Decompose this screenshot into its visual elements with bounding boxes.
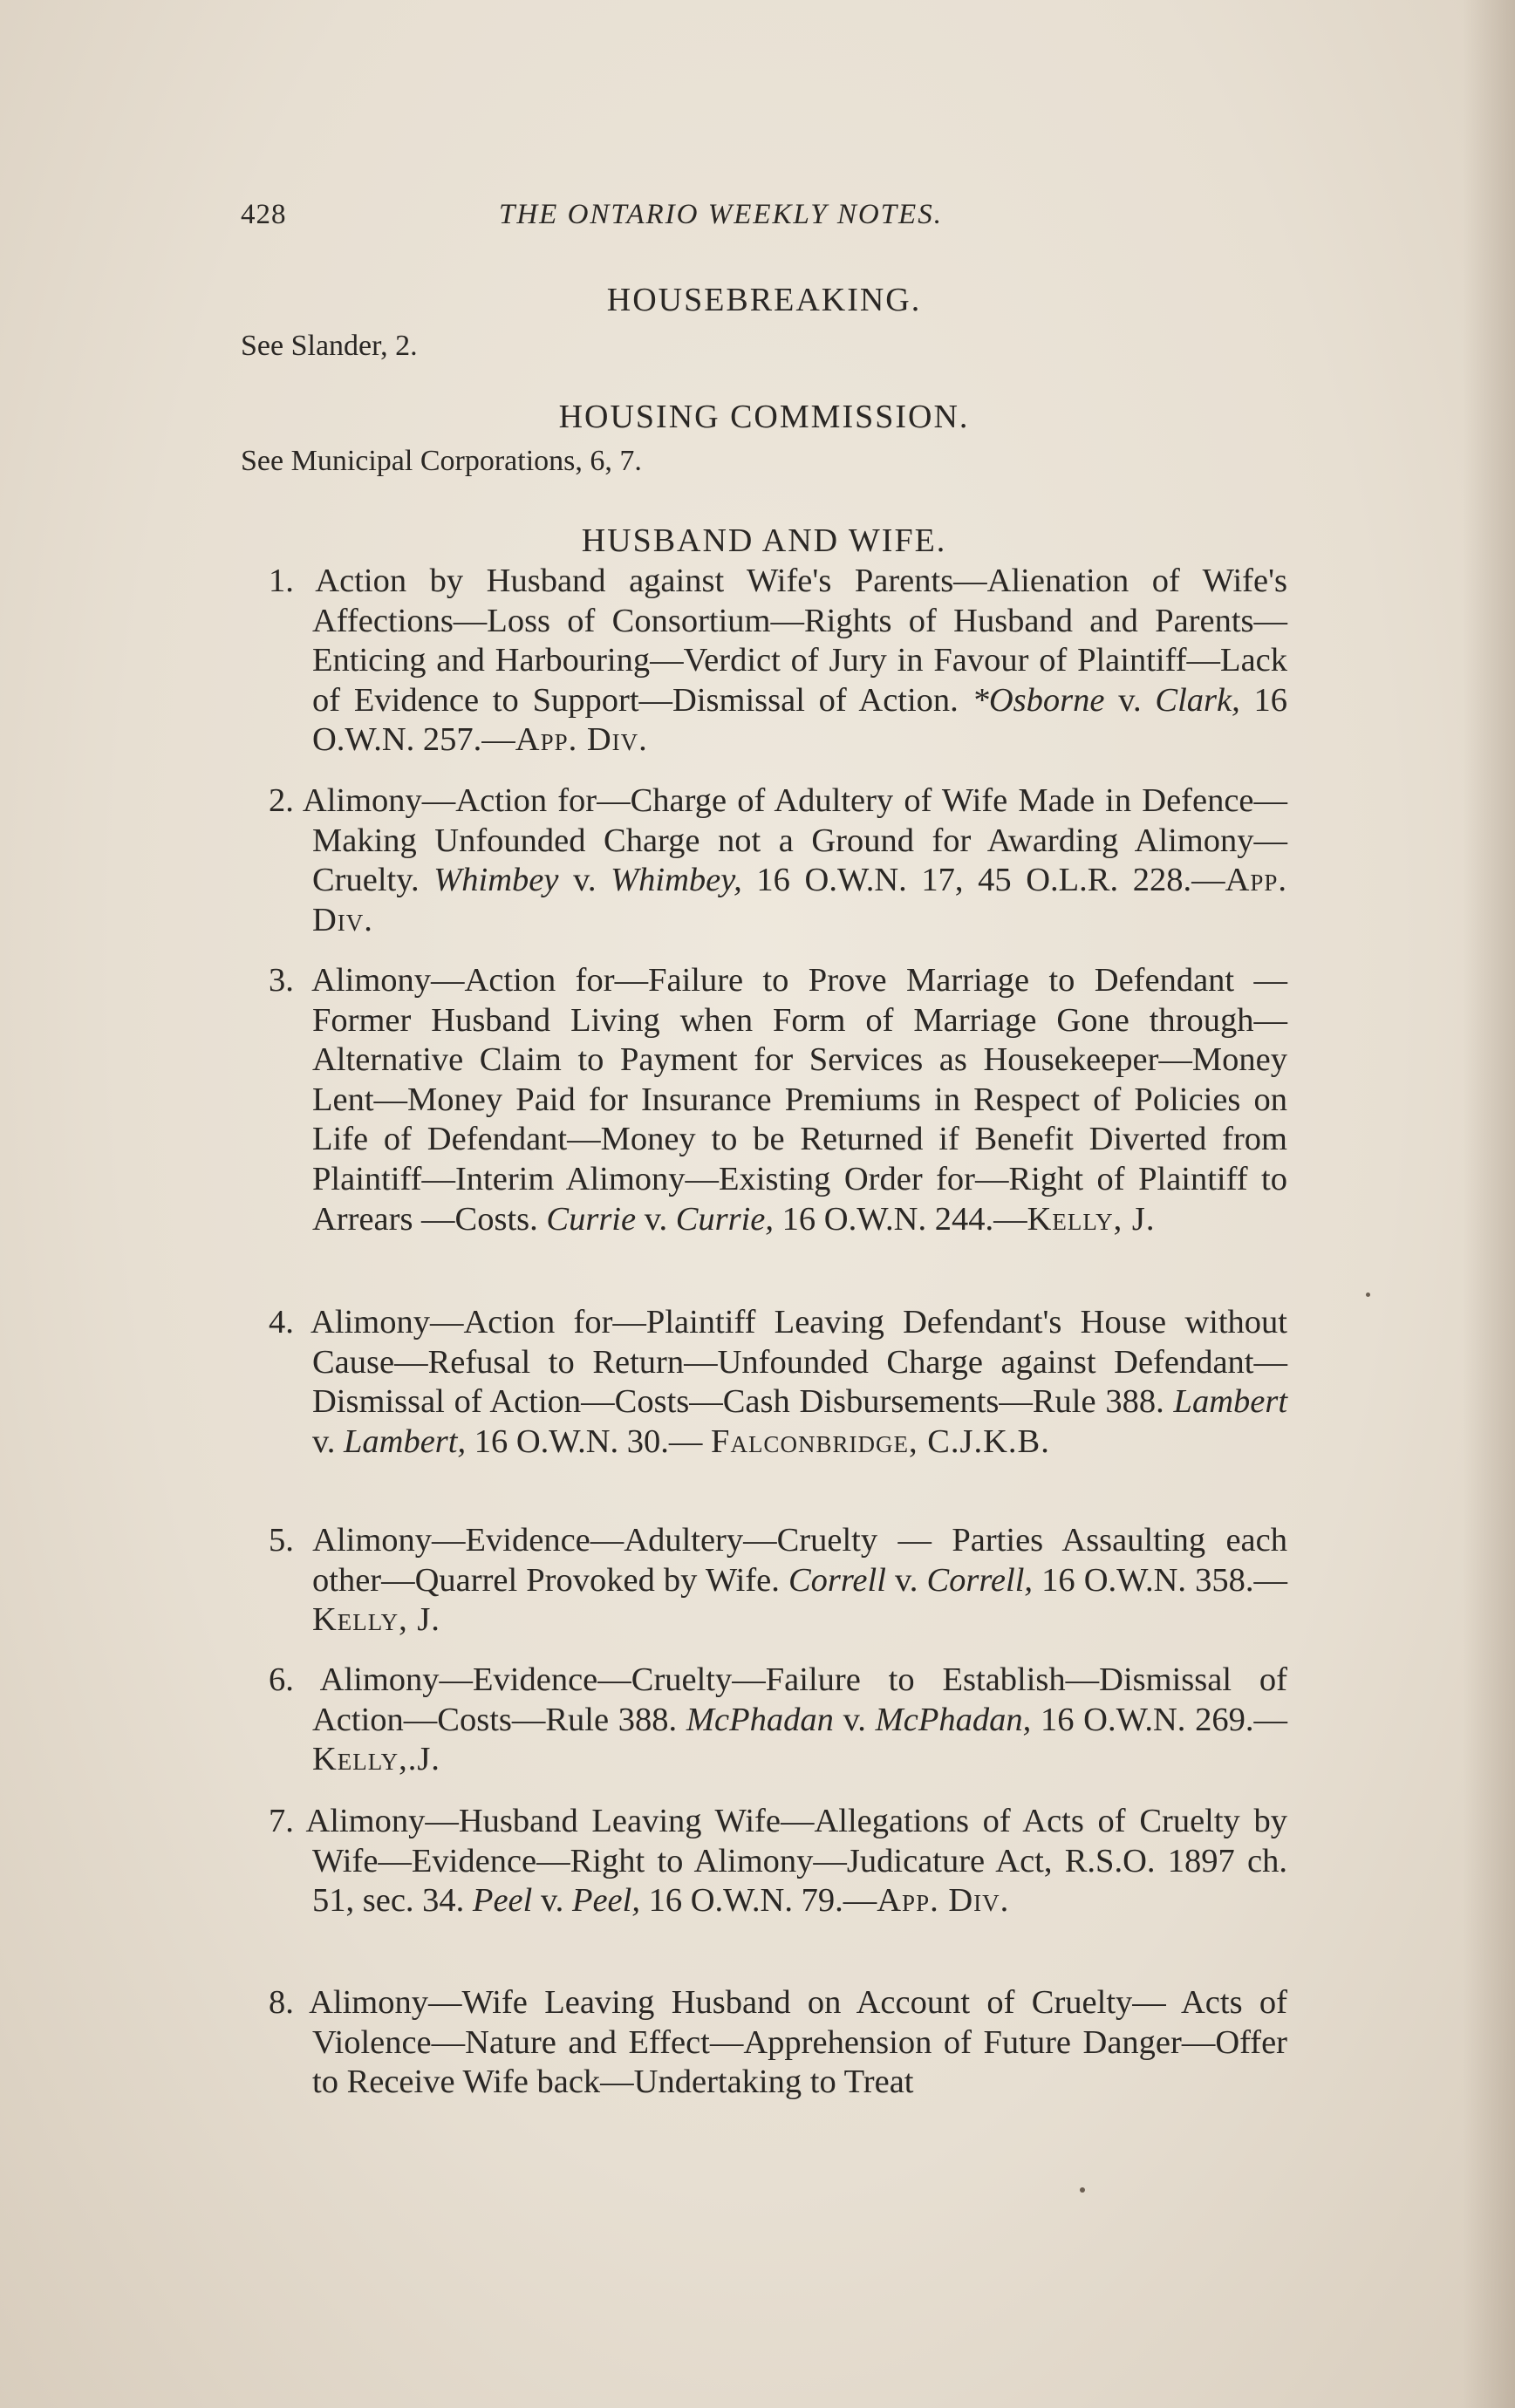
entry-3 [241, 961, 1287, 1239]
citation: 16 O.W.N. 269.— [1040, 1701, 1288, 1738]
entry-text: Alimony—Evidence—Adultery—Cruelty — Parties Assaulting each other—Quarrel Provoked by Wife. [312, 1522, 1287, 1599]
case-party-a: Lambert [1173, 1383, 1288, 1421]
citation: 16 O.W.N. 257.— [312, 681, 1287, 759]
case-party-a: Peel [472, 1882, 533, 1920]
court: App. Div. [877, 1882, 1010, 1920]
court: App. Div. [515, 721, 648, 759]
court: Kelly, J. [1027, 1200, 1156, 1238]
entry-text: Alimony—Action for—Failure to Prove Marriage to Defendant —Former Husband Living when Form of Marriage Gone through—Alternative Claim to Payment for Services as Housekeeper—Money Lent—Money Paid for Insurance Premiums in Respect of Policies on Life of Defendant—Money to be Returned if Benefit Diverted from Plaintiff—Interim Alimony—Existing Order for—Right of Plaintiff to Arrears —Costs. [311, 962, 1287, 1238]
entry-number: 2. [269, 782, 294, 819]
entry-number: 7. [269, 1803, 294, 1839]
entry-number: 1. [269, 563, 294, 599]
versus: v. [644, 1200, 668, 1238]
versus: v. [1118, 681, 1142, 719]
entry-number: 4. [269, 1304, 294, 1340]
paper-speck [1366, 1293, 1370, 1297]
case-party-a: McPhadan [686, 1701, 834, 1738]
court: Falconbridge, C.J.K.B. [711, 1422, 1050, 1460]
see-reference-housebreaking: See Slander, 2. [241, 330, 418, 362]
citation: 16 O.W.N. 244.— [781, 1200, 1027, 1238]
case-party-b: Clark, [1155, 681, 1240, 719]
page-number: 428 [241, 199, 287, 230]
page-header [241, 199, 1287, 239]
versus: v. [895, 1561, 918, 1599]
case-party-b: Peel, [571, 1882, 640, 1920]
entry-text: Alimony—Action for—Plaintiff Leaving Defendant's House without Cause—Refusal to Return—Unfounded Charge against Defendant—Dismissal of Action—Costs—Cash Disbursements—Rule 388. [311, 1304, 1287, 1421]
entry-number: 3. [269, 962, 294, 999]
entry-2 [241, 781, 1287, 940]
heading-housing-commission: HOUSING COMMISSION. [558, 399, 970, 435]
case-party-b: Currie, [675, 1200, 775, 1238]
entry-6 [241, 1661, 1287, 1780]
entry-7 [241, 1802, 1287, 1921]
running-title: THE ONTARIO WEEKLY NOTES. [499, 199, 943, 230]
case-party-b: McPhadan, [875, 1701, 1032, 1738]
entry-number: 5. [269, 1522, 294, 1559]
entry-1 [241, 562, 1287, 761]
heading-husband-and-wife: HUSBAND AND WIFE. [581, 522, 947, 559]
case-party-a: Currie [546, 1200, 637, 1238]
entry-number: 8. [269, 1984, 294, 2021]
case-party-b: Whimbey, [611, 862, 742, 899]
case-party-b: Lambert, [344, 1422, 467, 1460]
entry-text: Alimony—Husband Leaving Wife—Allegations of Acts of Cruelty by Wife—Evidence—Right to Alimony—Judicature Act, R.S.O. 1897 ch. 51, sec. 34. [305, 1803, 1287, 1920]
page-edge-shadow [1463, 0, 1515, 2408]
case-party-b: Correll, [926, 1561, 1034, 1599]
entry-5 [241, 1521, 1287, 1641]
entry-number: 6. [269, 1661, 294, 1698]
citation: 16 O.W.N. 358.— [1041, 1561, 1287, 1599]
entry-8 [241, 1983, 1287, 2103]
citation: 16 O.W.N. 30.— [474, 1422, 703, 1460]
court: App. Div. [312, 862, 1288, 938]
court: Kelly, J. [312, 1601, 440, 1639]
entry-text: Action by Husband against Wife's Parents—Alienation of Wife's Affections—Loss of Consortium—Rights of Husband and Parents—Enticing and Harbouring—Verdict of Jury in Favour of Plaintiff—Lack of Evidence to Support—Dismissal of Action. [312, 563, 1287, 719]
entry-text: Alimony—Evidence—Cruelty—Failure to Establish—Dismissal of Action—Costs—Rule 388. [312, 1661, 1287, 1738]
versus: v. [573, 862, 597, 899]
court: Kelly,.J. [312, 1741, 440, 1778]
entry-text: Alimony—Wife Leaving Husband on Account of Cruelty— Acts of Violence—Nature and Effect—Apprehension of Future Danger—Offer to Receive Wife back—Undertaking to Treat [309, 1984, 1287, 2101]
citation: 16 O.W.N. 17, 45 O.L.R. 228.— [756, 862, 1225, 899]
versus: v. [843, 1701, 866, 1738]
heading-housebreaking: HOUSEBREAKING. [606, 282, 922, 318]
versus: v. [540, 1882, 564, 1920]
versus: v. [312, 1422, 336, 1460]
citation: 16 O.W.N. 79.— [648, 1882, 877, 1920]
entry-text: Alimony—Action for—Charge of Adultery of Wife Made in Defence—Making Unfounded Charge not a Ground for Awarding Alimony—Cruelty. [302, 782, 1287, 899]
case-party-a: *Osborne [972, 681, 1105, 719]
entry-4 [241, 1303, 1287, 1462]
case-party-a: Correll [788, 1561, 886, 1599]
paper-speck [1080, 2187, 1085, 2193]
case-party-a: Whimbey [433, 862, 559, 899]
see-reference-housing-commission: See Municipal Corporations, 6, 7. [241, 445, 642, 477]
